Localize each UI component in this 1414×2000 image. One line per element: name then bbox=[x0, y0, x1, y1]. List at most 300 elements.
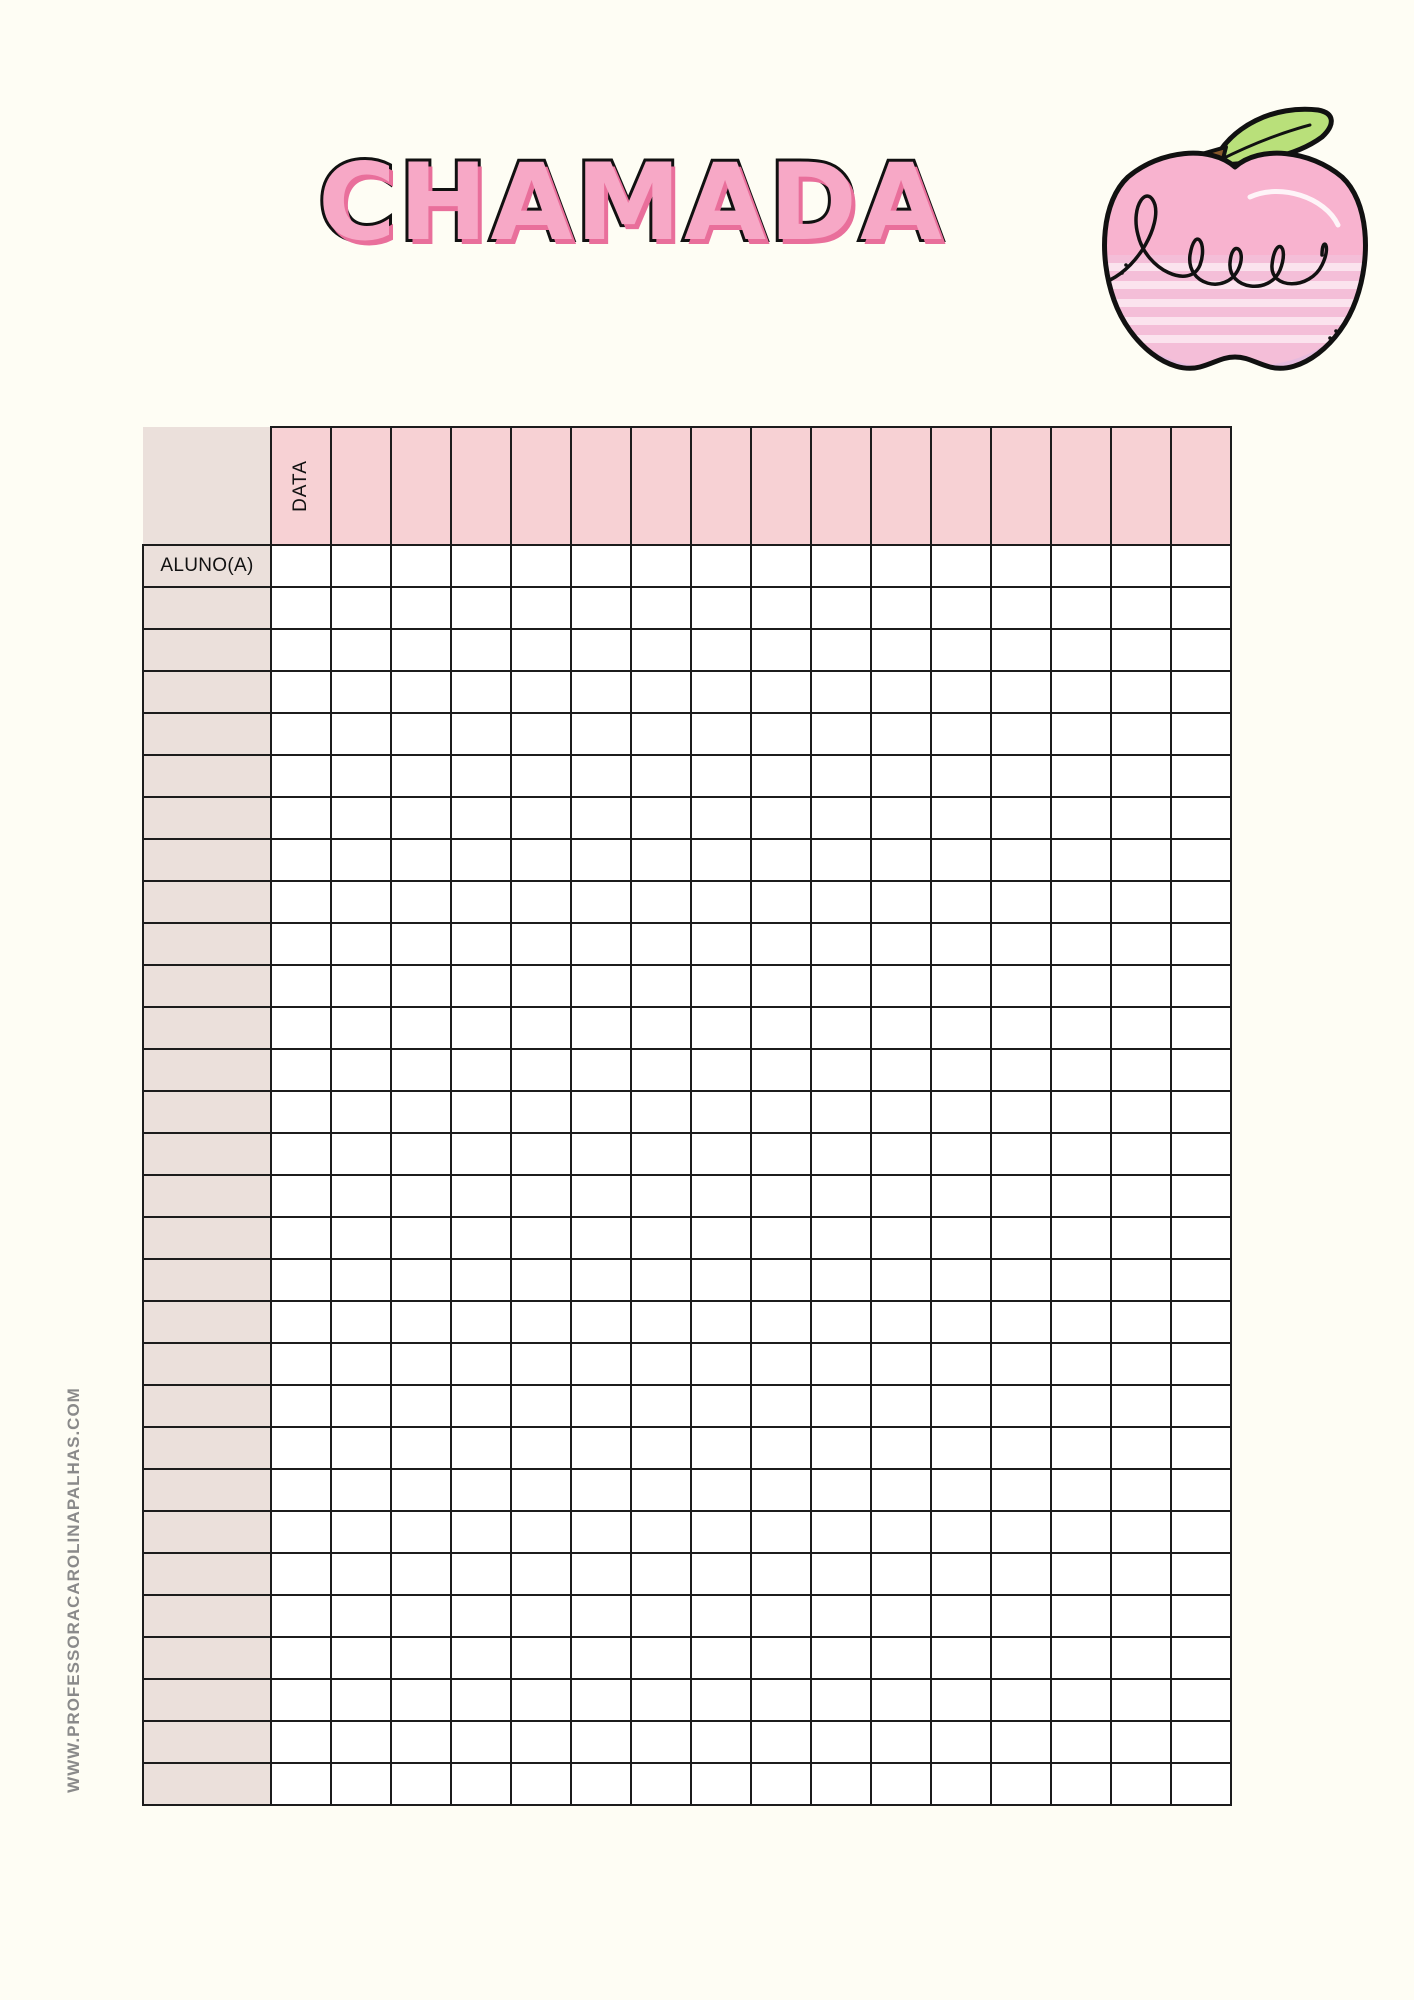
attendance-cell[interactable] bbox=[811, 587, 871, 629]
date-header-cell[interactable] bbox=[511, 427, 571, 545]
attendance-cell[interactable] bbox=[451, 1133, 511, 1175]
attendance-cell[interactable] bbox=[1051, 1637, 1111, 1679]
attendance-cell[interactable] bbox=[871, 1091, 931, 1133]
attendance-cell[interactable] bbox=[931, 1175, 991, 1217]
attendance-cell[interactable] bbox=[811, 839, 871, 881]
attendance-cell[interactable] bbox=[511, 1637, 571, 1679]
attendance-cell[interactable] bbox=[1171, 1133, 1231, 1175]
attendance-cell[interactable] bbox=[811, 1301, 871, 1343]
attendance-cell[interactable] bbox=[691, 839, 751, 881]
attendance-cell[interactable] bbox=[571, 1175, 631, 1217]
date-header-cell[interactable] bbox=[271, 427, 331, 545]
attendance-cell[interactable] bbox=[1171, 881, 1231, 923]
attendance-cell[interactable] bbox=[631, 1049, 691, 1091]
attendance-cell[interactable] bbox=[1171, 713, 1231, 755]
attendance-cell[interactable] bbox=[391, 1553, 451, 1595]
attendance-cell[interactable] bbox=[451, 545, 511, 587]
student-name-cell[interactable] bbox=[143, 1679, 271, 1721]
attendance-cell[interactable] bbox=[631, 1133, 691, 1175]
attendance-cell[interactable] bbox=[511, 1763, 571, 1805]
student-name-cell[interactable] bbox=[143, 1301, 271, 1343]
attendance-cell[interactable] bbox=[871, 839, 931, 881]
attendance-cell[interactable] bbox=[1171, 1679, 1231, 1721]
attendance-cell[interactable] bbox=[571, 1091, 631, 1133]
attendance-cell[interactable] bbox=[751, 1259, 811, 1301]
attendance-cell[interactable] bbox=[751, 1511, 811, 1553]
student-name-cell[interactable] bbox=[143, 671, 271, 713]
attendance-cell[interactable] bbox=[271, 923, 331, 965]
attendance-cell[interactable] bbox=[511, 1301, 571, 1343]
attendance-cell[interactable] bbox=[391, 1301, 451, 1343]
attendance-cell[interactable] bbox=[751, 587, 811, 629]
attendance-cell[interactable] bbox=[931, 713, 991, 755]
attendance-cell[interactable] bbox=[691, 1049, 751, 1091]
attendance-cell[interactable] bbox=[271, 797, 331, 839]
date-header-cell[interactable] bbox=[1171, 427, 1231, 545]
attendance-cell[interactable] bbox=[571, 965, 631, 1007]
attendance-cell[interactable] bbox=[871, 545, 931, 587]
attendance-cell[interactable] bbox=[871, 755, 931, 797]
attendance-cell[interactable] bbox=[1051, 1301, 1111, 1343]
attendance-cell[interactable] bbox=[1051, 1553, 1111, 1595]
attendance-cell[interactable] bbox=[991, 587, 1051, 629]
attendance-cell[interactable] bbox=[511, 1259, 571, 1301]
attendance-cell[interactable] bbox=[691, 1007, 751, 1049]
attendance-cell[interactable] bbox=[271, 1469, 331, 1511]
attendance-cell[interactable] bbox=[451, 1763, 511, 1805]
attendance-cell[interactable] bbox=[391, 587, 451, 629]
attendance-cell[interactable] bbox=[751, 671, 811, 713]
attendance-cell[interactable] bbox=[391, 713, 451, 755]
attendance-cell[interactable] bbox=[691, 755, 751, 797]
attendance-cell[interactable] bbox=[691, 1469, 751, 1511]
attendance-cell[interactable] bbox=[511, 671, 571, 713]
attendance-cell[interactable] bbox=[871, 797, 931, 839]
attendance-cell[interactable] bbox=[931, 1721, 991, 1763]
attendance-cell[interactable] bbox=[271, 839, 331, 881]
attendance-cell[interactable] bbox=[991, 1259, 1051, 1301]
attendance-cell[interactable] bbox=[931, 1343, 991, 1385]
attendance-cell[interactable] bbox=[991, 1385, 1051, 1427]
attendance-cell[interactable] bbox=[931, 1007, 991, 1049]
attendance-cell[interactable] bbox=[811, 1469, 871, 1511]
attendance-cell[interactable] bbox=[871, 1133, 931, 1175]
attendance-cell[interactable] bbox=[271, 1763, 331, 1805]
attendance-cell[interactable] bbox=[1171, 1595, 1231, 1637]
attendance-cell[interactable] bbox=[811, 1217, 871, 1259]
attendance-cell[interactable] bbox=[331, 587, 391, 629]
student-name-cell[interactable] bbox=[143, 1217, 271, 1259]
attendance-cell[interactable] bbox=[871, 1343, 931, 1385]
attendance-cell[interactable] bbox=[571, 1301, 631, 1343]
attendance-cell[interactable] bbox=[631, 1595, 691, 1637]
attendance-cell[interactable] bbox=[991, 629, 1051, 671]
date-header-cell[interactable] bbox=[931, 427, 991, 545]
attendance-cell[interactable] bbox=[811, 629, 871, 671]
attendance-cell[interactable] bbox=[271, 1007, 331, 1049]
attendance-cell[interactable] bbox=[691, 1511, 751, 1553]
attendance-cell[interactable] bbox=[1051, 1763, 1111, 1805]
attendance-cell[interactable] bbox=[391, 923, 451, 965]
attendance-cell[interactable] bbox=[991, 881, 1051, 923]
attendance-cell[interactable] bbox=[751, 713, 811, 755]
attendance-cell[interactable] bbox=[691, 1553, 751, 1595]
attendance-cell[interactable] bbox=[691, 1175, 751, 1217]
attendance-cell[interactable] bbox=[1171, 1217, 1231, 1259]
attendance-cell[interactable] bbox=[331, 1259, 391, 1301]
attendance-cell[interactable] bbox=[271, 1679, 331, 1721]
attendance-cell[interactable] bbox=[331, 713, 391, 755]
attendance-cell[interactable] bbox=[571, 1427, 631, 1469]
attendance-cell[interactable] bbox=[931, 1469, 991, 1511]
attendance-cell[interactable] bbox=[1111, 1175, 1171, 1217]
attendance-cell[interactable] bbox=[1171, 797, 1231, 839]
attendance-cell[interactable] bbox=[691, 1301, 751, 1343]
attendance-cell[interactable] bbox=[451, 839, 511, 881]
date-header-cell[interactable] bbox=[391, 427, 451, 545]
attendance-cell[interactable] bbox=[1051, 1259, 1111, 1301]
attendance-cell[interactable] bbox=[811, 965, 871, 1007]
attendance-cell[interactable] bbox=[811, 1343, 871, 1385]
attendance-cell[interactable] bbox=[451, 1637, 511, 1679]
attendance-cell[interactable] bbox=[391, 545, 451, 587]
attendance-cell[interactable] bbox=[511, 1721, 571, 1763]
attendance-cell[interactable] bbox=[451, 1301, 511, 1343]
attendance-cell[interactable] bbox=[1111, 1343, 1171, 1385]
attendance-cell[interactable] bbox=[271, 587, 331, 629]
attendance-cell[interactable] bbox=[1171, 839, 1231, 881]
attendance-cell[interactable] bbox=[1171, 1721, 1231, 1763]
attendance-cell[interactable] bbox=[1051, 1469, 1111, 1511]
attendance-cell[interactable] bbox=[871, 1763, 931, 1805]
student-name-cell[interactable] bbox=[143, 1469, 271, 1511]
attendance-cell[interactable] bbox=[571, 881, 631, 923]
attendance-cell[interactable] bbox=[451, 1175, 511, 1217]
attendance-cell[interactable] bbox=[391, 881, 451, 923]
attendance-cell[interactable] bbox=[511, 797, 571, 839]
attendance-cell[interactable] bbox=[451, 881, 511, 923]
attendance-cell[interactable] bbox=[991, 1175, 1051, 1217]
student-name-cell[interactable] bbox=[143, 1007, 271, 1049]
attendance-cell[interactable] bbox=[931, 629, 991, 671]
attendance-cell[interactable] bbox=[1171, 1385, 1231, 1427]
attendance-cell[interactable] bbox=[451, 1217, 511, 1259]
attendance-cell[interactable] bbox=[811, 1553, 871, 1595]
attendance-cell[interactable] bbox=[931, 671, 991, 713]
attendance-cell[interactable] bbox=[571, 587, 631, 629]
attendance-cell[interactable] bbox=[871, 1595, 931, 1637]
attendance-cell[interactable] bbox=[991, 671, 1051, 713]
attendance-cell[interactable] bbox=[751, 629, 811, 671]
attendance-cell[interactable] bbox=[631, 1637, 691, 1679]
attendance-cell[interactable] bbox=[1111, 923, 1171, 965]
attendance-cell[interactable] bbox=[931, 1679, 991, 1721]
attendance-cell[interactable] bbox=[751, 797, 811, 839]
date-header-cell[interactable] bbox=[811, 427, 871, 545]
attendance-cell[interactable] bbox=[871, 1553, 931, 1595]
attendance-cell[interactable] bbox=[391, 1595, 451, 1637]
attendance-cell[interactable] bbox=[631, 755, 691, 797]
attendance-cell[interactable] bbox=[1111, 1637, 1171, 1679]
attendance-cell[interactable] bbox=[271, 1301, 331, 1343]
student-name-cell[interactable] bbox=[143, 1763, 271, 1805]
attendance-cell[interactable] bbox=[571, 1343, 631, 1385]
attendance-cell[interactable] bbox=[751, 1007, 811, 1049]
date-header-cell[interactable] bbox=[331, 427, 391, 545]
attendance-cell[interactable] bbox=[631, 1511, 691, 1553]
attendance-cell[interactable] bbox=[691, 1679, 751, 1721]
attendance-cell[interactable] bbox=[991, 1301, 1051, 1343]
attendance-cell[interactable] bbox=[391, 755, 451, 797]
attendance-cell[interactable] bbox=[1051, 1217, 1111, 1259]
attendance-cell[interactable] bbox=[751, 545, 811, 587]
attendance-cell[interactable] bbox=[511, 545, 571, 587]
attendance-cell[interactable] bbox=[1051, 1133, 1111, 1175]
attendance-cell[interactable] bbox=[1051, 1049, 1111, 1091]
attendance-cell[interactable] bbox=[691, 1763, 751, 1805]
attendance-cell[interactable] bbox=[751, 1595, 811, 1637]
attendance-cell[interactable] bbox=[1051, 797, 1111, 839]
attendance-cell[interactable] bbox=[331, 1469, 391, 1511]
attendance-cell[interactable] bbox=[331, 923, 391, 965]
attendance-cell[interactable] bbox=[451, 1259, 511, 1301]
attendance-cell[interactable] bbox=[691, 713, 751, 755]
attendance-cell[interactable] bbox=[931, 587, 991, 629]
attendance-cell[interactable] bbox=[1111, 1301, 1171, 1343]
attendance-cell[interactable] bbox=[691, 923, 751, 965]
attendance-cell[interactable] bbox=[1111, 797, 1171, 839]
attendance-cell[interactable] bbox=[871, 923, 931, 965]
attendance-cell[interactable] bbox=[331, 755, 391, 797]
attendance-cell[interactable] bbox=[991, 755, 1051, 797]
attendance-cell[interactable] bbox=[631, 881, 691, 923]
attendance-cell[interactable] bbox=[451, 1007, 511, 1049]
attendance-cell[interactable] bbox=[811, 671, 871, 713]
attendance-cell[interactable] bbox=[931, 1133, 991, 1175]
attendance-cell[interactable] bbox=[391, 1259, 451, 1301]
student-name-cell[interactable] bbox=[143, 1721, 271, 1763]
attendance-cell[interactable] bbox=[751, 1049, 811, 1091]
attendance-cell[interactable] bbox=[571, 1049, 631, 1091]
attendance-cell[interactable] bbox=[331, 1721, 391, 1763]
attendance-cell[interactable] bbox=[1111, 755, 1171, 797]
attendance-cell[interactable] bbox=[691, 1133, 751, 1175]
date-header-cell[interactable] bbox=[1111, 427, 1171, 545]
attendance-cell[interactable] bbox=[331, 1007, 391, 1049]
attendance-cell[interactable] bbox=[691, 1385, 751, 1427]
attendance-cell[interactable] bbox=[931, 1763, 991, 1805]
attendance-cell[interactable] bbox=[1051, 1427, 1111, 1469]
attendance-cell[interactable] bbox=[1111, 1049, 1171, 1091]
attendance-cell[interactable] bbox=[931, 923, 991, 965]
attendance-cell[interactable] bbox=[1051, 755, 1111, 797]
attendance-cell[interactable] bbox=[391, 1469, 451, 1511]
attendance-cell[interactable] bbox=[451, 1385, 511, 1427]
attendance-cell[interactable] bbox=[1051, 1007, 1111, 1049]
attendance-cell[interactable] bbox=[991, 839, 1051, 881]
attendance-cell[interactable] bbox=[871, 1637, 931, 1679]
attendance-cell[interactable] bbox=[571, 629, 631, 671]
attendance-cell[interactable] bbox=[511, 1427, 571, 1469]
attendance-cell[interactable] bbox=[811, 1385, 871, 1427]
attendance-cell[interactable] bbox=[271, 629, 331, 671]
attendance-cell[interactable] bbox=[1171, 923, 1231, 965]
date-header-cell[interactable] bbox=[631, 427, 691, 545]
attendance-cell[interactable] bbox=[1111, 1091, 1171, 1133]
attendance-cell[interactable] bbox=[691, 881, 751, 923]
attendance-cell[interactable] bbox=[571, 1259, 631, 1301]
attendance-cell[interactable] bbox=[1171, 1511, 1231, 1553]
attendance-cell[interactable] bbox=[1171, 587, 1231, 629]
attendance-cell[interactable] bbox=[691, 1427, 751, 1469]
attendance-cell[interactable] bbox=[271, 1175, 331, 1217]
attendance-cell[interactable] bbox=[991, 923, 1051, 965]
attendance-cell[interactable] bbox=[451, 1595, 511, 1637]
attendance-cell[interactable] bbox=[631, 1301, 691, 1343]
date-header-cell[interactable] bbox=[1051, 427, 1111, 545]
attendance-cell[interactable] bbox=[331, 1217, 391, 1259]
attendance-cell[interactable] bbox=[391, 1049, 451, 1091]
attendance-cell[interactable] bbox=[1111, 1259, 1171, 1301]
attendance-cell[interactable] bbox=[751, 1553, 811, 1595]
attendance-cell[interactable] bbox=[451, 965, 511, 1007]
attendance-cell[interactable] bbox=[511, 1049, 571, 1091]
attendance-cell[interactable] bbox=[1171, 965, 1231, 1007]
attendance-cell[interactable] bbox=[271, 671, 331, 713]
attendance-cell[interactable] bbox=[271, 1553, 331, 1595]
attendance-cell[interactable] bbox=[331, 1427, 391, 1469]
attendance-cell[interactable] bbox=[751, 1469, 811, 1511]
attendance-cell[interactable] bbox=[1111, 1469, 1171, 1511]
attendance-cell[interactable] bbox=[751, 1133, 811, 1175]
attendance-cell[interactable] bbox=[391, 671, 451, 713]
attendance-cell[interactable] bbox=[1051, 1343, 1111, 1385]
attendance-cell[interactable] bbox=[1111, 965, 1171, 1007]
attendance-cell[interactable] bbox=[631, 713, 691, 755]
attendance-cell[interactable] bbox=[1111, 839, 1171, 881]
attendance-cell[interactable] bbox=[511, 1175, 571, 1217]
attendance-cell[interactable] bbox=[331, 881, 391, 923]
attendance-cell[interactable] bbox=[571, 839, 631, 881]
attendance-cell[interactable] bbox=[271, 1427, 331, 1469]
attendance-cell[interactable] bbox=[451, 1679, 511, 1721]
attendance-cell[interactable] bbox=[751, 1427, 811, 1469]
student-name-cell[interactable] bbox=[143, 839, 271, 881]
attendance-cell[interactable] bbox=[871, 1721, 931, 1763]
attendance-cell[interactable] bbox=[391, 839, 451, 881]
attendance-cell[interactable] bbox=[871, 965, 931, 1007]
attendance-cell[interactable] bbox=[811, 1637, 871, 1679]
attendance-cell[interactable] bbox=[451, 1343, 511, 1385]
attendance-cell[interactable] bbox=[631, 629, 691, 671]
attendance-cell[interactable] bbox=[1171, 1553, 1231, 1595]
attendance-cell[interactable] bbox=[331, 965, 391, 1007]
attendance-cell[interactable] bbox=[931, 1553, 991, 1595]
student-name-cell[interactable] bbox=[143, 1595, 271, 1637]
attendance-cell[interactable] bbox=[991, 1553, 1051, 1595]
attendance-cell[interactable] bbox=[1051, 1175, 1111, 1217]
attendance-cell[interactable] bbox=[751, 1637, 811, 1679]
attendance-cell[interactable] bbox=[391, 1217, 451, 1259]
attendance-cell[interactable] bbox=[1051, 587, 1111, 629]
attendance-cell[interactable] bbox=[391, 1637, 451, 1679]
attendance-cell[interactable] bbox=[691, 1721, 751, 1763]
attendance-cell[interactable] bbox=[631, 1721, 691, 1763]
attendance-cell[interactable] bbox=[1051, 671, 1111, 713]
attendance-cell[interactable] bbox=[991, 1049, 1051, 1091]
attendance-cell[interactable] bbox=[1111, 1595, 1171, 1637]
attendance-cell[interactable] bbox=[631, 1469, 691, 1511]
student-name-cell[interactable] bbox=[143, 1259, 271, 1301]
attendance-cell[interactable] bbox=[511, 1385, 571, 1427]
attendance-cell[interactable] bbox=[451, 1091, 511, 1133]
attendance-cell[interactable] bbox=[1111, 881, 1171, 923]
attendance-cell[interactable] bbox=[991, 797, 1051, 839]
attendance-cell[interactable] bbox=[691, 1217, 751, 1259]
attendance-cell[interactable] bbox=[331, 1595, 391, 1637]
attendance-cell[interactable] bbox=[991, 1721, 1051, 1763]
attendance-cell[interactable] bbox=[331, 1637, 391, 1679]
attendance-cell[interactable] bbox=[811, 1427, 871, 1469]
attendance-cell[interactable] bbox=[871, 1469, 931, 1511]
attendance-cell[interactable] bbox=[751, 839, 811, 881]
attendance-cell[interactable] bbox=[1111, 1133, 1171, 1175]
attendance-cell[interactable] bbox=[1111, 713, 1171, 755]
attendance-cell[interactable] bbox=[511, 587, 571, 629]
attendance-cell[interactable] bbox=[1171, 1763, 1231, 1805]
attendance-cell[interactable] bbox=[451, 797, 511, 839]
attendance-cell[interactable] bbox=[1171, 1175, 1231, 1217]
attendance-cell[interactable] bbox=[331, 1091, 391, 1133]
attendance-cell[interactable] bbox=[571, 1763, 631, 1805]
attendance-cell[interactable] bbox=[1111, 1007, 1171, 1049]
attendance-cell[interactable] bbox=[391, 965, 451, 1007]
student-name-cell[interactable] bbox=[143, 1175, 271, 1217]
attendance-cell[interactable] bbox=[931, 545, 991, 587]
attendance-cell[interactable] bbox=[511, 1343, 571, 1385]
attendance-cell[interactable] bbox=[991, 1679, 1051, 1721]
attendance-cell[interactable] bbox=[691, 1637, 751, 1679]
attendance-cell[interactable] bbox=[511, 1679, 571, 1721]
attendance-cell[interactable] bbox=[631, 1343, 691, 1385]
attendance-cell[interactable] bbox=[691, 797, 751, 839]
attendance-cell[interactable] bbox=[571, 1007, 631, 1049]
attendance-cell[interactable] bbox=[871, 1175, 931, 1217]
attendance-cell[interactable] bbox=[811, 797, 871, 839]
attendance-cell[interactable] bbox=[811, 1091, 871, 1133]
attendance-cell[interactable] bbox=[511, 755, 571, 797]
attendance-cell[interactable] bbox=[271, 1049, 331, 1091]
attendance-cell[interactable] bbox=[991, 1595, 1051, 1637]
attendance-cell[interactable] bbox=[1111, 1721, 1171, 1763]
attendance-cell[interactable] bbox=[391, 797, 451, 839]
attendance-cell[interactable] bbox=[511, 881, 571, 923]
attendance-cell[interactable] bbox=[511, 1511, 571, 1553]
attendance-cell[interactable] bbox=[451, 587, 511, 629]
attendance-cell[interactable] bbox=[271, 1217, 331, 1259]
attendance-cell[interactable] bbox=[331, 1679, 391, 1721]
attendance-cell[interactable] bbox=[631, 1679, 691, 1721]
attendance-cell[interactable] bbox=[571, 923, 631, 965]
attendance-cell[interactable] bbox=[451, 755, 511, 797]
attendance-cell[interactable] bbox=[631, 1427, 691, 1469]
attendance-cell[interactable] bbox=[511, 1553, 571, 1595]
attendance-cell[interactable] bbox=[511, 965, 571, 1007]
attendance-cell[interactable] bbox=[391, 1091, 451, 1133]
attendance-cell[interactable] bbox=[511, 629, 571, 671]
attendance-cell[interactable] bbox=[811, 881, 871, 923]
attendance-cell[interactable] bbox=[991, 1133, 1051, 1175]
